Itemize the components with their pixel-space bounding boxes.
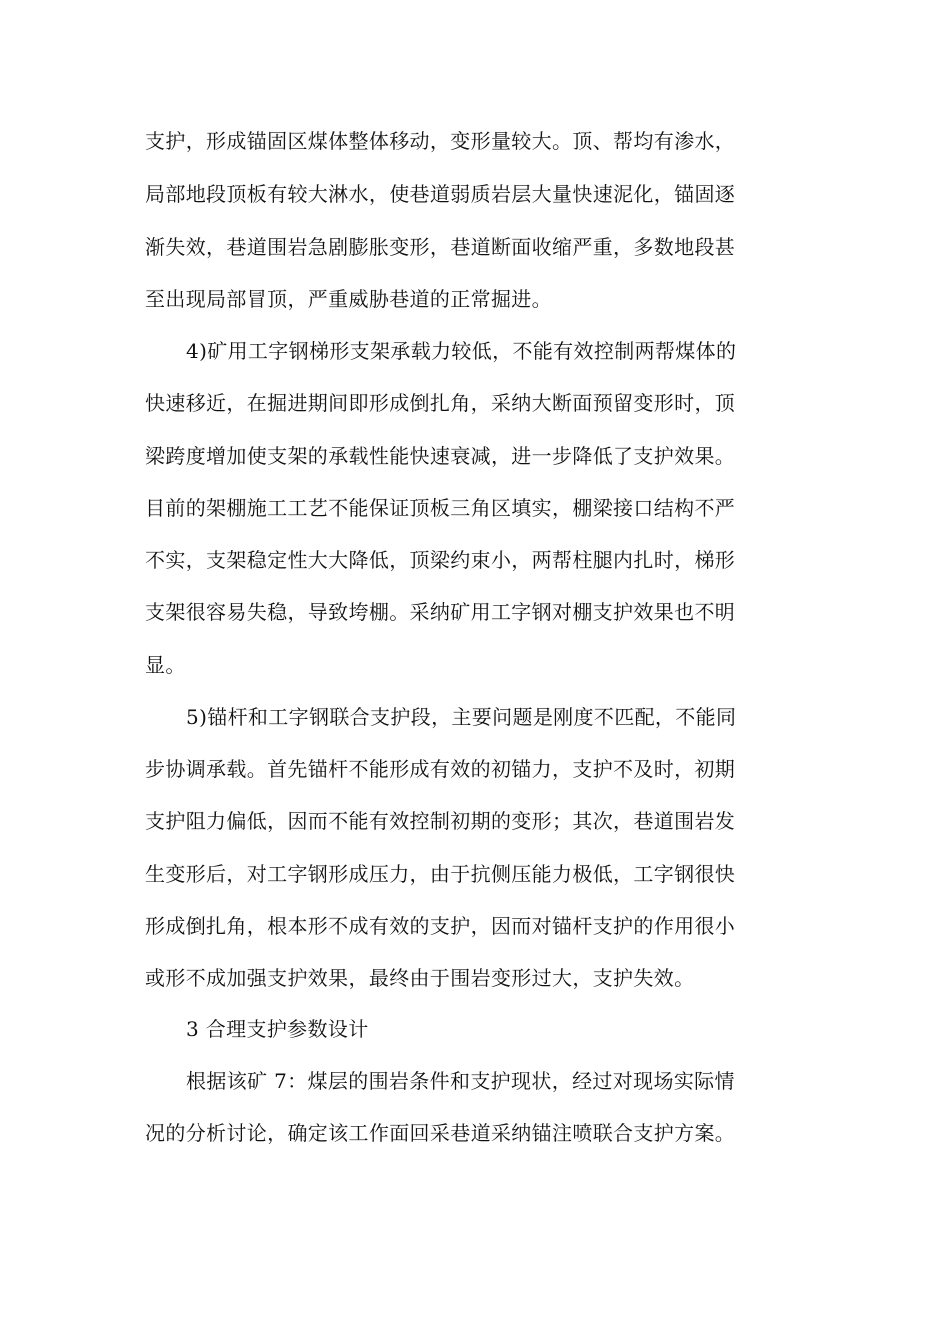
text-line: 步协调承载。首先锚杆不能形成有效的初锚力，支护不及时，初期: [145, 757, 736, 781]
text-line: 或形不成加强支护效果，最终由于围岩变形过大，支护失效。: [145, 966, 695, 990]
text-line: 局部地段顶板有较大淋水，使巷道弱质岩层大量快速泥化，锚固逐: [145, 182, 736, 206]
text-line: 形成倒扎角，根本形不成有效的支护，因而对锚杆支护的作用很小: [145, 914, 736, 938]
text-line: 快速移近，在掘进期间即形成倒扎角，采纳大断面预留变形时，顶: [145, 391, 736, 415]
text-line: 目前的架棚施工工艺不能保证顶板三角区填实，棚梁接口结构不严: [145, 496, 736, 520]
text-line: 生变形后，对工字钢形成压力，由于抗侧压能力极低，工字钢很快: [145, 862, 736, 886]
text-line: 5)锚杆和工字钢联合支护段，主要问题是刚度不匹配，不能同: [186, 705, 737, 729]
text-line: 显。: [145, 653, 186, 677]
text-line: 支架很容易失稳，导致垮棚。采纳矿用工字钢对棚支护效果也不明: [145, 600, 736, 624]
text-line: 渐失效，巷道围岩急剧膨胀变形，巷道断面收缩严重，多数地段甚: [145, 235, 736, 259]
text-line: 4)矿用工字钢梯形支架承载力较低，不能有效控制两帮煤体的: [186, 339, 737, 363]
text-line: 况的分析讨论，确定该工作面回采巷道采纳锚注喷联合支护方案。: [145, 1121, 736, 1145]
text-line: 不实，支架稳定性大大降低，顶梁约束小，两帮柱腿内扎时，梯形: [145, 548, 736, 572]
text-line: 支护，形成锚固区煤体整体移动，变形量较大。顶、帮均有渗水，: [145, 129, 736, 153]
section-heading: 3 合理支护参数设计: [186, 1017, 369, 1041]
text-line: 支护阻力偏低，因而不能有效控制初期的变形；其次，巷道围岩发: [145, 809, 736, 833]
text-line: 根据该矿 7：煤层的围岩条件和支护现状，经过对现场实际情: [186, 1069, 735, 1093]
text-line: 梁跨度增加使支架的承载性能快速衰减，进一步降低了支护效果。: [145, 444, 736, 468]
text-line: 至出现局部冒顶，严重威胁巷道的正常掘进。: [145, 287, 552, 311]
